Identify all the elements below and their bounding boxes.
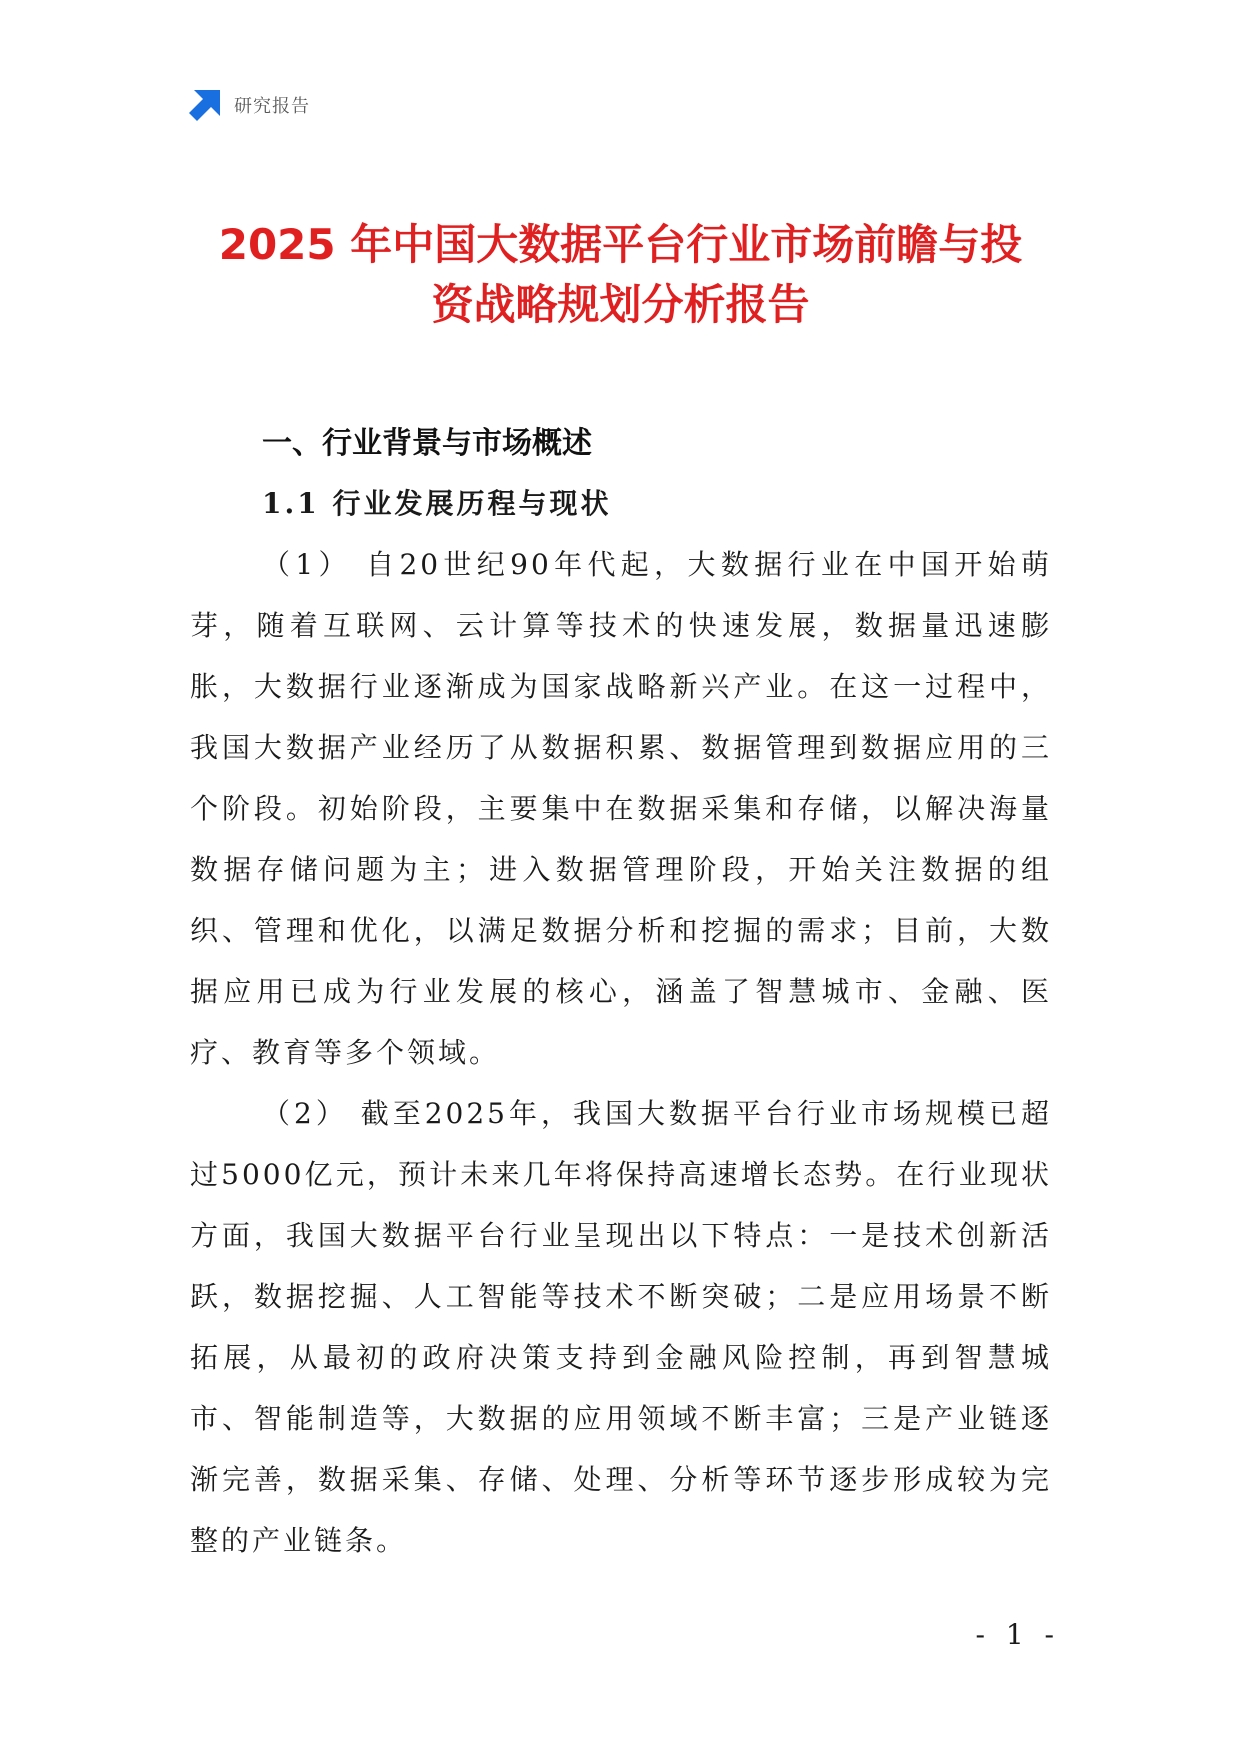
section-heading: 一、行业背景与市场概述	[262, 426, 592, 461]
header-label: 研究报告	[234, 96, 310, 117]
page-number: - 1 -	[975, 1618, 1060, 1651]
paragraph-1: （1） 自20世纪90年代起，大数据行业在中国开始萌芽，随着互联网、云计算等技术的快速发展，数据量迅速膨胀，大数据行业逐渐成为国家战略新兴产业。在这一过程中，我国大数据产业经历了从数据积累、数据管理到数据应用的三个阶段。初始阶段，主要集中在数据采集和存储，以解决海量数据存储问题为主；进入数据管理阶段，开始关注数据的组织、管理和优化，以满足数据分析和挖掘的需求；目前，大数据应用已成为行业发展的核心，涵盖了智慧城市、金融、医疗、教育等多个领域。	[190, 548, 1052, 1069]
document-title-line-1: 2025 年中国大数据平台行业市场前瞻与投	[218, 220, 1023, 269]
document-title	[150, 215, 1091, 335]
sub-heading: 1.1 行业发展历程与现状	[262, 487, 612, 520]
document-body	[190, 414, 1052, 1571]
document-title-line-2: 资战略规划分析报告	[431, 280, 810, 329]
arrow-up-right-icon	[188, 88, 222, 122]
paragraph-2: （2） 截至2025年，我国大数据平台行业市场规模已超过5000亿元，预计未来几年将保持高速增长态势。在行业现状方面，我国大数据平台行业呈现出以下特点：一是技术创新活跃，数据挖掘、人工智能等技术不断突破；二是应用场景不断拓展，从最初的政府决策支持到金融风险控制，再到智慧城市、智能制造等，大数据的应用领域不断丰富；三是产业链逐渐完善，数据采集、存储、处理、分析等环节逐步形成较为完整的产业链条。	[190, 1097, 1052, 1557]
report-header	[188, 88, 310, 122]
